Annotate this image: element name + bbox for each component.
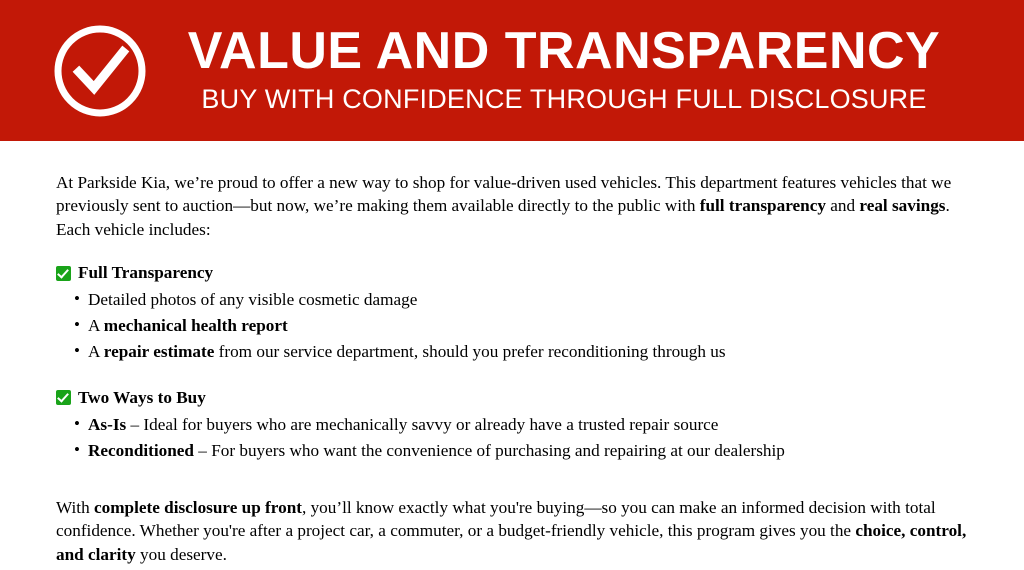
item-lead: A bbox=[88, 316, 104, 336]
section-heading-label: Two Ways to Buy bbox=[78, 387, 206, 407]
intro-text-2: and bbox=[825, 196, 860, 216]
page-banner bbox=[0, 0, 1024, 141]
closing-text-3: you deserve. bbox=[135, 544, 227, 564]
item-bold: mechanical health report bbox=[103, 316, 288, 336]
green-check-icon bbox=[56, 266, 71, 281]
intro-bold-2: real savings bbox=[859, 196, 946, 216]
list-item bbox=[56, 313, 968, 339]
section-two-ways-to-buy bbox=[56, 388, 968, 464]
banner-text-block bbox=[174, 24, 1024, 116]
section-bullet-list bbox=[56, 287, 968, 365]
list-item bbox=[56, 339, 968, 365]
list-item bbox=[56, 438, 968, 464]
section-full-transparency bbox=[56, 263, 968, 365]
intro-text-1: At Parkside Kia, we’re proud to offer a new way to shop for value-driven used vehicles. This department features vehicles that we previously sent to auction—but now, we’re making them available directly to the public with bbox=[56, 173, 952, 216]
list-item bbox=[56, 412, 968, 438]
item-bold: As-Is bbox=[88, 414, 127, 434]
section-bullet-list bbox=[56, 412, 968, 464]
closing-text-1: With bbox=[56, 497, 94, 517]
section-heading bbox=[56, 263, 968, 283]
list-item bbox=[56, 287, 968, 313]
item-rest: Detailed photos of any visible cosmetic damage bbox=[88, 290, 418, 310]
closing-bold-1: complete disclosure up front bbox=[93, 497, 302, 517]
closing-bold-2: choice, control, and clarity bbox=[56, 521, 967, 564]
section-heading bbox=[56, 388, 968, 408]
intro-paragraph bbox=[56, 171, 968, 241]
banner-title: VALUE AND TRANSPARENCY bbox=[187, 22, 941, 81]
intro-text-3: . Each vehicle includes: bbox=[56, 196, 950, 239]
item-rest: from our service department, should you prefer reconditioning through us bbox=[214, 342, 726, 362]
item-bold: repair estimate bbox=[103, 342, 215, 362]
item-bold: Reconditioned bbox=[88, 440, 194, 460]
item-rest: – Ideal for buyers who are mechanically savvy or already have a trusted repair source bbox=[126, 414, 719, 434]
document-body bbox=[0, 141, 1024, 566]
section-heading-label: Full Transparency bbox=[78, 263, 214, 283]
item-lead: A bbox=[88, 342, 104, 362]
closing-text-2: , you’ll know exactly what you're buying—so you can make an informed decision with total confidence. Whether you're after a project car, a commuter, or a budget-friendly vehicle, this program gives you the bbox=[56, 497, 936, 541]
item-rest: – For buyers who want the convenience of purchasing and repairing at our dealership bbox=[194, 440, 785, 460]
closing-paragraph bbox=[56, 496, 968, 566]
green-check-icon bbox=[56, 390, 71, 405]
banner-subtitle: BUY WITH CONFIDENCE THROUGH FULL DISCLOSURE bbox=[201, 83, 927, 114]
intro-bold-1: full transparency bbox=[699, 196, 826, 216]
check-circle-icon bbox=[52, 23, 148, 119]
